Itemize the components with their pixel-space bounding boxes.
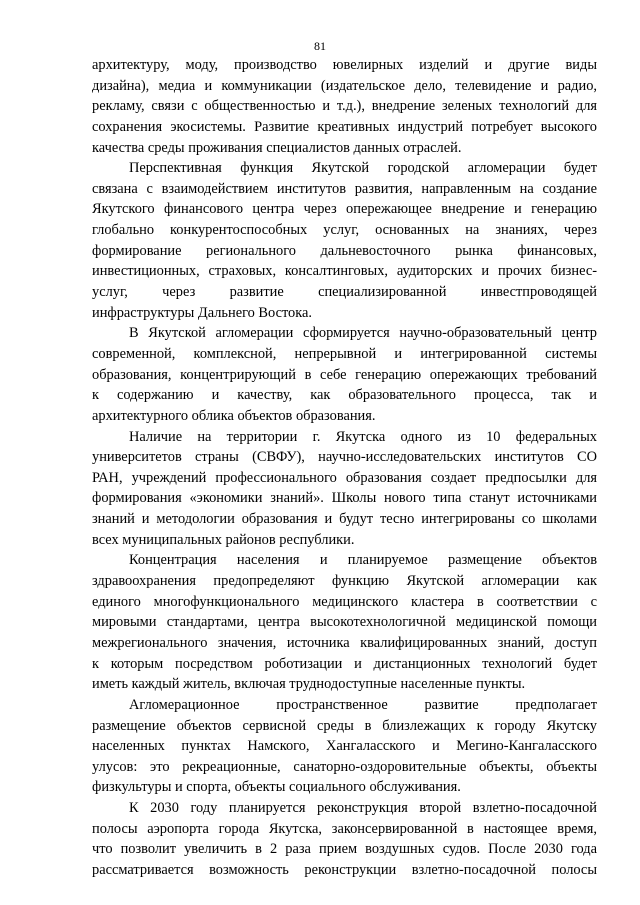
text-line: В Якутской агломерации сформируется научно-образовательный центр [129,325,597,342]
text-line: связана с взаимодействием институтов развития, направленным на создание [92,180,597,197]
text-line: формирования «экономики знаний». Школы нового типа станут источниками [92,490,597,507]
text-line: дизайна), медиа и коммуникации (издательское дело, телевидение и радио, [92,77,597,94]
text-line: Якутского финансового центра через опережающее внедрение и генерацию [92,201,597,218]
page-number: 81 [314,39,326,53]
text-line: качества среды проживания специалистов данных отраслей. [92,139,462,156]
text-line: населенных пунктах Намского, Хангаласского и Мегино-Кангаласского [92,738,597,755]
text-line: инфраструктуры Дальнего Востока. [92,304,313,321]
text-line: мировыми стандартами, центра высокотехнологичной медицинской помощи [92,614,597,631]
text-line: Наличие на территории г. Якутска одного из 10 федеральных [129,428,597,445]
text-line: улусов: это рекреационные, санаторно-оздоровительные объекты, объекты [92,758,597,775]
text-line: рассматривается возможность реконструкции взлетно-посадочной полосы [92,861,597,878]
text-line: архитектурного облика объектов образования. [92,407,376,424]
text-line: физкультуры и спорта, объекты социального обслуживания. [92,779,461,796]
text-line: Концентрация населения и планируемое размещение объектов [129,552,597,569]
text-line: университетов страны (СВФУ), научно-исследовательских институтов СО [92,449,597,466]
text-line: современной, комплексной, непрерывной и интегрированной системы [92,345,597,362]
text-line: Перспективная функция Якутской городской агломерации будет [129,160,597,177]
text-line: Агломерационное пространственное развитие предполагает [129,696,597,713]
text-line: иметь каждый житель, включая труднодоступные населенные пункты. [92,676,526,693]
text-line: всех муниципальных районов республики. [92,531,355,548]
text-line: межрегионального значения, источника квалифицированных знаний, доступ [92,634,597,651]
text-line: здравоохранения предопределяют функцию Якутской агломерации как [92,573,597,590]
text-line: архитектуру, моду, производство ювелирных изделий и другие виды [92,57,597,73]
text-line: РАН, учреждений профессионального образования создает предпосылки для [92,469,597,486]
text-line: сохранения экосистемы. Развитие креативных индустрий потребует высокого [92,118,597,135]
text-line: рекламу, связи с общественностью и т.д.), внедрение зеленых технологий для [92,98,597,115]
text-line: инвестиционных, страховых, консалтинговых, аудиторских и прочих бизнес- [92,263,597,280]
text-line: К 2030 году планируется реконструкция второй взлетно-посадочной [129,800,597,817]
text-line: единого многофункционального медицинского кластера в соответствии с [92,593,597,610]
text-line: размещение объектов сервисной среды в близлежащих к городу Якутску [92,717,597,734]
text-line: формирование регионального дальневосточного рынка финансовых, [92,242,597,259]
text-line: к которым посредством роботизации и дистанционных технологий будет [92,655,597,672]
text-line: знаний и методологии образования и будут тесно интегрированы со школами [92,511,597,528]
text-line: полосы аэропорта города Якутска, законсервированной в настоящее время, [92,820,597,837]
text-line: глобально конкурентоспособных услуг, основанных на знаниях, через [92,222,597,239]
body-text [92,55,597,881]
text-line: образования, концентрирующий в себе генерацию опережающих требований [92,366,597,383]
text-line: что позволит увеличить в 2 раза прием воздушных судов. После 2030 года [92,841,597,858]
text-line: к содержанию и качеству, как образовательного процесса, так и [92,387,597,404]
text-line: услуг, через развитие специализированной инвестпроводящей [92,284,597,301]
